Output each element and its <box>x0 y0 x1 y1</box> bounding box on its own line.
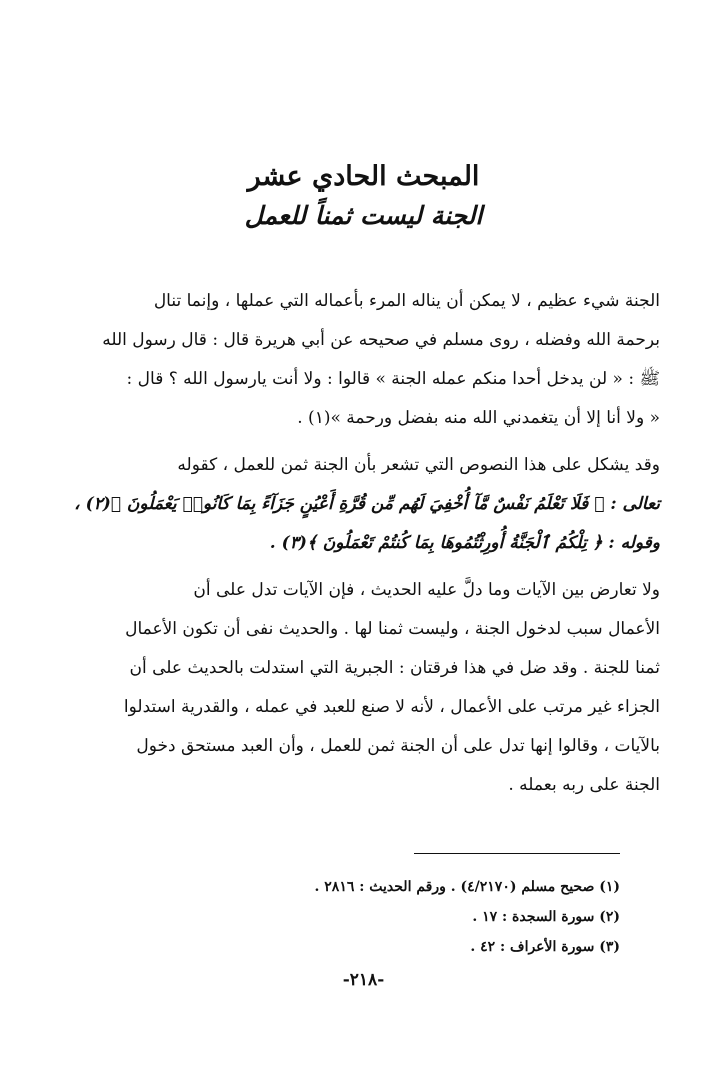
footnote: (١) صحيح مسلم (٤/٢١٧٠) . ورقم الحديث : ٢٨١٦ . <box>314 879 620 895</box>
text-line: الأعمال سبب لدخول الجنة ، وليست ثمنا لها . والحديث نفى أن تكون الأعمال <box>125 619 660 639</box>
chapter-subtitle: الجنة ليست ثمناً للعمل <box>244 201 483 230</box>
text-line: ثمنا للجنة . وقد ضل في هذا فرقتان : الجبرية التي استدلت بالحديث على أن <box>129 658 660 678</box>
footnote: (٣) سورة الأعراف : ٤٢ . <box>470 939 620 955</box>
text-line: وقد يشكل على هذا النصوص التي تشعر بأن الجنة ثمن للعمل ، كقوله <box>177 455 660 475</box>
text-line: ولا تعارض بين الآيات وما دلَّ عليه الحديث ، فإن الآيات تدل على أن <box>193 580 660 600</box>
text-line: الجنة على ربه بعمله . <box>508 775 660 795</box>
paragraph-3 <box>68 571 660 805</box>
chapter-title: المبحث الحادي عشر <box>247 161 480 192</box>
paragraph-1 <box>68 282 660 438</box>
text-line: « ولا أنا إلا أن يتغمدني الله منه بفضل ورحمة »(١) . <box>297 408 660 428</box>
text-line: الجنة شيء عظيم ، لا يمكن أن يناله المرء بأعماله التي عملها ، وإنما تنال <box>153 291 660 311</box>
heading-block <box>0 158 727 236</box>
text-line: بالآيات ، وقالوا إنها تدل على أن الجنة ثمن للعمل ، وأن العبد مستحق دخول <box>136 736 660 756</box>
text-line: الجزاء غير مرتب على الأعمال ، لأنه لا صنع للعبد في عمله ، والقدرية استدلوا <box>123 697 660 717</box>
verse-line: تعالى : ﴿ فَلَا تَعْلَمُ نَفْسٌ مَّآ أُخْفِيَ لَهُم مِّن قُرَّةِ أَعْيُنٍ جَزَآءً بِمَا كَانُوا۟ يَعْمَلُونَ ﴾(٢) ، <box>74 494 660 514</box>
footnote: (٢) سورة السجدة : ١٧ . <box>472 909 620 925</box>
verse-line: وقوله : ﴿ تِلْكُمُ ٱلْجَنَّةُ أُورِثْتُمُوهَا بِمَا كُنتُمْ تَعْمَلُونَ ﴾(٣) . <box>269 533 660 553</box>
body-text <box>68 282 660 813</box>
footnote-divider <box>414 853 620 854</box>
footnotes <box>68 872 620 962</box>
text-line: ﷺ : « لن يدخل أحدا منكم عمله الجنة » قالوا : ولا أنت يارسول الله ؟ قال : <box>126 369 660 389</box>
paragraph-2 <box>68 446 660 563</box>
text-line: برحمة الله وفضله ، روى مسلم في صحيحه عن أبي هريرة قال : قال رسول الله <box>102 330 660 350</box>
page-number: -٢١٨- <box>342 970 385 990</box>
